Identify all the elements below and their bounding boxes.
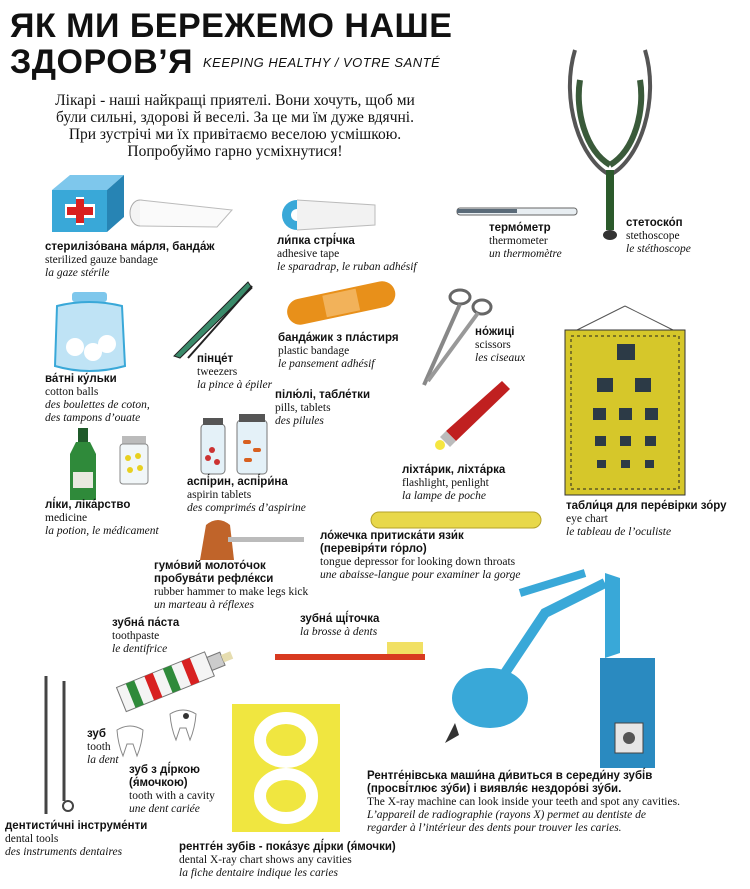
label-tooth — [87, 728, 119, 767]
label-en: aspirin tablets — [187, 489, 252, 501]
label-en: The X-ray machine can look inside your teeth and spot any cavities. — [367, 796, 680, 808]
label-xray-machine — [367, 770, 742, 835]
label-ua: зуб з ді́ркою — [129, 764, 201, 776]
label-eyechart — [566, 500, 727, 539]
label-fr: le dentifrice — [112, 643, 168, 655]
label-ua: пілю́лі, табле́тки — [275, 389, 371, 401]
toothbrush-illustration — [275, 640, 435, 670]
label-en: dental X-ray chart shows any cavities — [179, 854, 352, 866]
label-ua: ли́пка стрі́чка — [277, 235, 355, 247]
label-en: toothpaste — [112, 630, 160, 642]
label-fr: L’appareil de radiographie (rayons X) permet au dentiste de — [367, 809, 646, 821]
label-fr: des boulettes de coton, — [45, 399, 150, 411]
label-ua: ло́жечка притиска́ти язи́к — [320, 530, 464, 542]
tongue-depressor-illustration — [370, 511, 545, 531]
label-ua: но́жиці — [475, 326, 515, 338]
eye-chart-illustration — [565, 306, 685, 496]
label-en: tweezers — [197, 366, 238, 378]
label-fr: le tableau de l’oculiste — [566, 526, 672, 538]
tooth-with-cavity-illustration — [168, 708, 198, 742]
page-subtitle: KEEPING HEALTHY / VOTRE SANTÉ — [203, 55, 441, 70]
label-gauze — [45, 241, 215, 280]
label-ua: пробува́ти рефле́кси — [154, 573, 274, 585]
label-toothbrush — [300, 613, 379, 639]
label-en: rubber hammer to make legs kick — [154, 586, 309, 598]
cotton-jar-illustration — [47, 292, 132, 374]
label-aspirin — [187, 476, 306, 515]
xray-machine-illustration — [445, 563, 680, 768]
label-fr: un thermomètre — [489, 248, 562, 260]
label-ua: стерилізо́вана ма́рля, банда́ж — [45, 241, 215, 253]
label-cotton — [45, 373, 150, 425]
label-fr: la pince à épiler — [197, 379, 273, 391]
label-en: stethoscope — [626, 230, 680, 242]
label-scissors — [475, 326, 525, 365]
label-fr: regarder à l’intérieur des dents pour trouver les caries. — [367, 822, 622, 834]
label-hammer — [154, 560, 308, 612]
label-ua: пінце́т — [197, 353, 234, 365]
label-en: cotton balls — [45, 386, 99, 398]
dental-tools-illustration — [40, 676, 85, 816]
thermometer-illustration — [455, 205, 585, 219]
label-xray-chart — [179, 841, 396, 880]
label-ua: лі́ки, ліка́рство — [45, 499, 131, 511]
label-en: scissors — [475, 339, 511, 351]
intro-line: Лікарі - наші найкращі приятелі. Вони хочуть, щоб ми — [55, 92, 415, 109]
label-ua: рентге́н зубів - пока́зує ді́рки (я́мочки) — [179, 841, 396, 853]
label-cavity — [129, 764, 215, 816]
label-fr: un marteau à réflexes — [154, 599, 254, 611]
label-fr: les ciseaux — [475, 352, 526, 364]
tweezers-illustration — [168, 278, 258, 363]
flashlight-illustration — [432, 375, 512, 455]
label-fr: la potion, le médicament — [45, 525, 159, 537]
label-fr: la brosse à dents — [300, 626, 378, 638]
label-en: tooth — [87, 741, 111, 753]
label-fr: la fiche dentaire indique les caries — [179, 867, 338, 879]
label-ua: табли́ця для пере́вірки зо́ру — [566, 500, 727, 512]
label-fr: des comprimés d’aspirine — [187, 502, 306, 514]
toothpaste-illustration — [112, 648, 247, 703]
label-ua: ліхта́рик, ліхта́рка — [402, 464, 506, 476]
label-fr: des pilules — [275, 415, 324, 427]
label-fr: le sparadrap, le ruban adhésif — [277, 261, 417, 273]
label-en: medicine — [45, 512, 88, 524]
label-en: thermometer — [489, 235, 548, 247]
label-en: tongue depressor for looking down throats — [320, 556, 516, 568]
intro-line: Попробуймо гарно усміхнутися! — [127, 143, 343, 160]
label-fr: des instruments dentaires — [5, 846, 123, 858]
label-medicine — [45, 499, 159, 538]
intro-line: При зустрічі ми їх привітаємо веселою усмішкою. — [68, 126, 402, 143]
label-en: sterilized gauze bandage — [45, 254, 159, 266]
label-en: eye chart — [566, 513, 608, 525]
label-fr: une abaisse-langue pour examiner la gorge — [320, 569, 521, 581]
tooth-illustration — [115, 724, 145, 758]
label-ua: Рентге́нівська маши́на ди́виться в середи́ну зубі́в — [367, 770, 653, 782]
label-ua: (просві́тлює зу́би) і виявля́є нездоро́ві зу́би. — [367, 783, 622, 795]
label-tools — [5, 820, 147, 859]
label-fr: la lampe de poche — [402, 490, 486, 502]
label-en: pills, tablets — [275, 402, 331, 414]
label-en: dental tools — [5, 833, 59, 845]
label-ua: (перевіря́ти го́рло) — [320, 543, 427, 555]
label-fr: la dent — [87, 754, 119, 766]
adhesive-tape-illustration — [280, 195, 380, 235]
label-bandage — [278, 332, 399, 371]
label-ua: зубна́ щі́точка — [300, 613, 380, 625]
pill-bottles-illustration — [195, 418, 275, 476]
label-tweezers — [197, 353, 272, 392]
first-aid-box-illustration — [52, 175, 232, 235]
label-flashlight — [402, 464, 505, 503]
label-stethoscope — [626, 217, 691, 256]
label-ua: стетоско́п — [626, 217, 683, 229]
label-ua: банда́жик з пла́стиря — [278, 332, 399, 344]
plastic-bandage-illustration — [284, 280, 399, 325]
label-tape — [277, 235, 417, 274]
label-en: adhesive tape — [277, 248, 340, 260]
label-fr: la gaze stérile — [45, 267, 110, 279]
intro-text — [20, 92, 450, 160]
label-ua: зуб — [87, 728, 106, 740]
label-pills — [275, 389, 370, 428]
label-ua: гумо́вий молото́чок — [154, 560, 266, 572]
label-ua: термо́метр — [489, 222, 551, 234]
label-fr: une dent cariée — [129, 803, 200, 815]
rubber-hammer-illustration — [198, 515, 308, 565]
label-thermometer — [489, 222, 562, 261]
label-fr: le stéthoscope — [626, 243, 691, 255]
label-en: tooth with a cavity — [129, 790, 215, 802]
label-fr: des tampons d’ouate — [45, 412, 141, 424]
medicine-bottle-illustration — [60, 428, 170, 503]
label-ua: дентисти́чні інструме́нти — [5, 820, 148, 832]
label-ua: аспі́рин, аспі́ри́на — [187, 476, 288, 488]
dental-xray-chart-illustration — [232, 704, 342, 834]
page-title-line1: ЯК МИ БЕРЕЖЕМО НАШЕ — [10, 7, 453, 45]
page-title-line2: ЗДОРОВ’Я — [10, 43, 194, 81]
label-en: flashlight, penlight — [402, 477, 489, 489]
label-fr: le pansement adhésif — [278, 358, 375, 370]
label-ua: ва́тні ку́льки — [45, 373, 117, 385]
label-en: plastic bandage — [278, 345, 350, 357]
intro-line: були сильні, здорові й веселі. За це ми їм дуже вдячні. — [56, 109, 414, 126]
label-ua: зубна́ па́ста — [112, 617, 180, 629]
label-ua: (я́мочкою) — [129, 777, 188, 789]
